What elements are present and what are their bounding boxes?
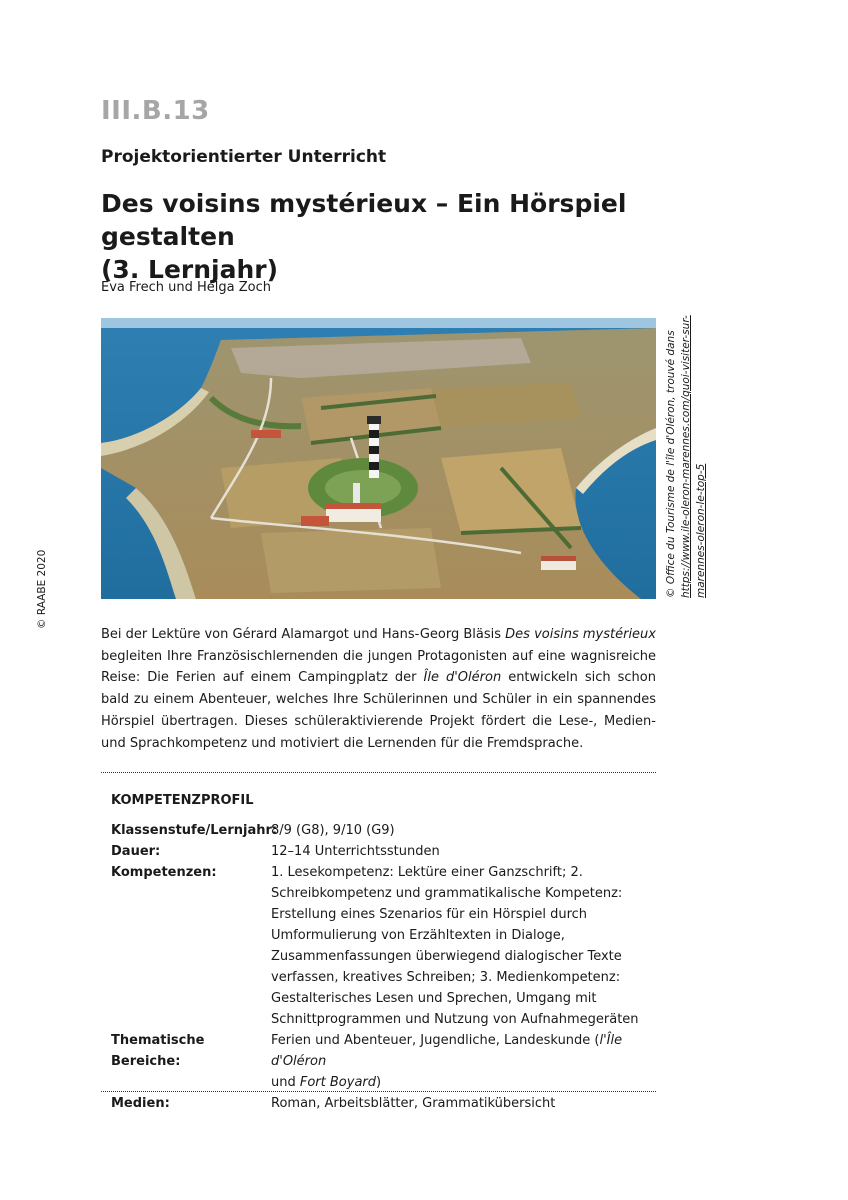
intro-text-2: begleiten Ihre Französischlernenden die jungen Protagonisten auf eine wagnisreiche Reise: Die Ferien auf einem Campingplatz der <box>101 648 656 686</box>
title-line-2: (3. Lernjahr) <box>101 255 279 284</box>
topics-italic-1: l'Île d'Oléron <box>271 1033 623 1069</box>
place-name: Île d'Oléron <box>423 670 502 686</box>
profile-row-competences <box>111 862 651 1030</box>
intro-text-3: entwickeln sich schon bald zu einem Abenteuer, welches Ihre Schülerinnen und Schüler in ein spannendes Hörspiel übertragen. Dieses schüleraktivierende Projekt fördert die Lese-, Medien- und Sprachkompetenz und motiviert die Lernenden für die Fremdsprache. <box>101 670 656 751</box>
profile-heading: KOMPETENZPROFIL <box>111 793 254 808</box>
profile-key: Klassenstufe/Lernjahr: <box>111 823 278 838</box>
authors: Eva Frech und Helga Zoch <box>101 280 271 295</box>
intro-paragraph <box>101 624 656 754</box>
photo-credit-link-2[interactable]: marennes-oleron-le-top-5 <box>695 463 707 598</box>
competence-profile-table <box>111 820 651 1114</box>
profile-value: 8/9 (G8), 9/10 (G9) <box>271 823 395 838</box>
profile-row-grade <box>111 820 651 841</box>
profile-row-topics <box>111 1030 651 1093</box>
topics-text-c: ) <box>376 1075 382 1090</box>
dotted-divider-bottom <box>101 1091 656 1092</box>
photo-credit-line-1: © Office du Tourisme de l'île d'Oléron, trouvé dans <box>665 330 677 598</box>
photo-credit-link-1[interactable]: https://www.ile-oleron-marennes.com/quoi-visiter-sur- <box>680 315 692 598</box>
profile-key: Medien: <box>111 1096 170 1111</box>
profile-key: Kompetenzen: <box>111 865 217 880</box>
category-label: Projektorientierter Unterricht <box>101 147 387 167</box>
copyright-notice: © RAABE 2020 <box>36 549 48 629</box>
photo-credit <box>664 315 709 598</box>
topics-text-a: Ferien und Abenteuer, Jugendliche, Landeskunde ( <box>271 1033 600 1048</box>
profile-value: 1. Lesekompetenz: Lektüre einer Ganzschrift; 2. Schreibkompetenz und grammatikalische Kompetenz: Erstellung eines Szenarios für ein Hörspiel durch Umformulierung von Erzähltexten in Dialoge, Zusammenfassungen überwiegend dialogischer Texte verfassen, kreatives Schreiben; 3. Medienkompetenz: Gestalterisches Lesen und Sprechen, Umgang mit Schnittprogrammen und Nutzung von Aufnahmegeräten <box>271 865 639 1027</box>
aerial-lighthouse-photo <box>101 318 656 599</box>
unit-code: III.B.13 <box>101 96 210 126</box>
profile-value: 12–14 Unterrichtsstunden <box>271 844 440 859</box>
title-line-1: Des voisins mystérieux – Ein Hörspiel gestalten <box>101 189 627 251</box>
profile-value <box>271 1030 651 1093</box>
topics-text-b: und <box>271 1075 300 1090</box>
page-title <box>101 187 701 286</box>
profile-key: Dauer: <box>111 844 161 859</box>
profile-key: Thematische Bereiche: <box>111 1033 205 1069</box>
profile-row-media <box>111 1093 651 1114</box>
intro-text-1: Bei der Lektüre von Gérard Alamargot und Hans-Georg Bläsis <box>101 627 506 642</box>
profile-row-duration <box>111 841 651 862</box>
dotted-divider-top <box>101 772 656 773</box>
profile-value: Roman, Arbeitsblätter, Grammatikübersicht <box>271 1096 556 1111</box>
topics-italic-2: Fort Boyard <box>299 1075 377 1090</box>
book-title: Des voisins mystérieux <box>505 627 656 642</box>
